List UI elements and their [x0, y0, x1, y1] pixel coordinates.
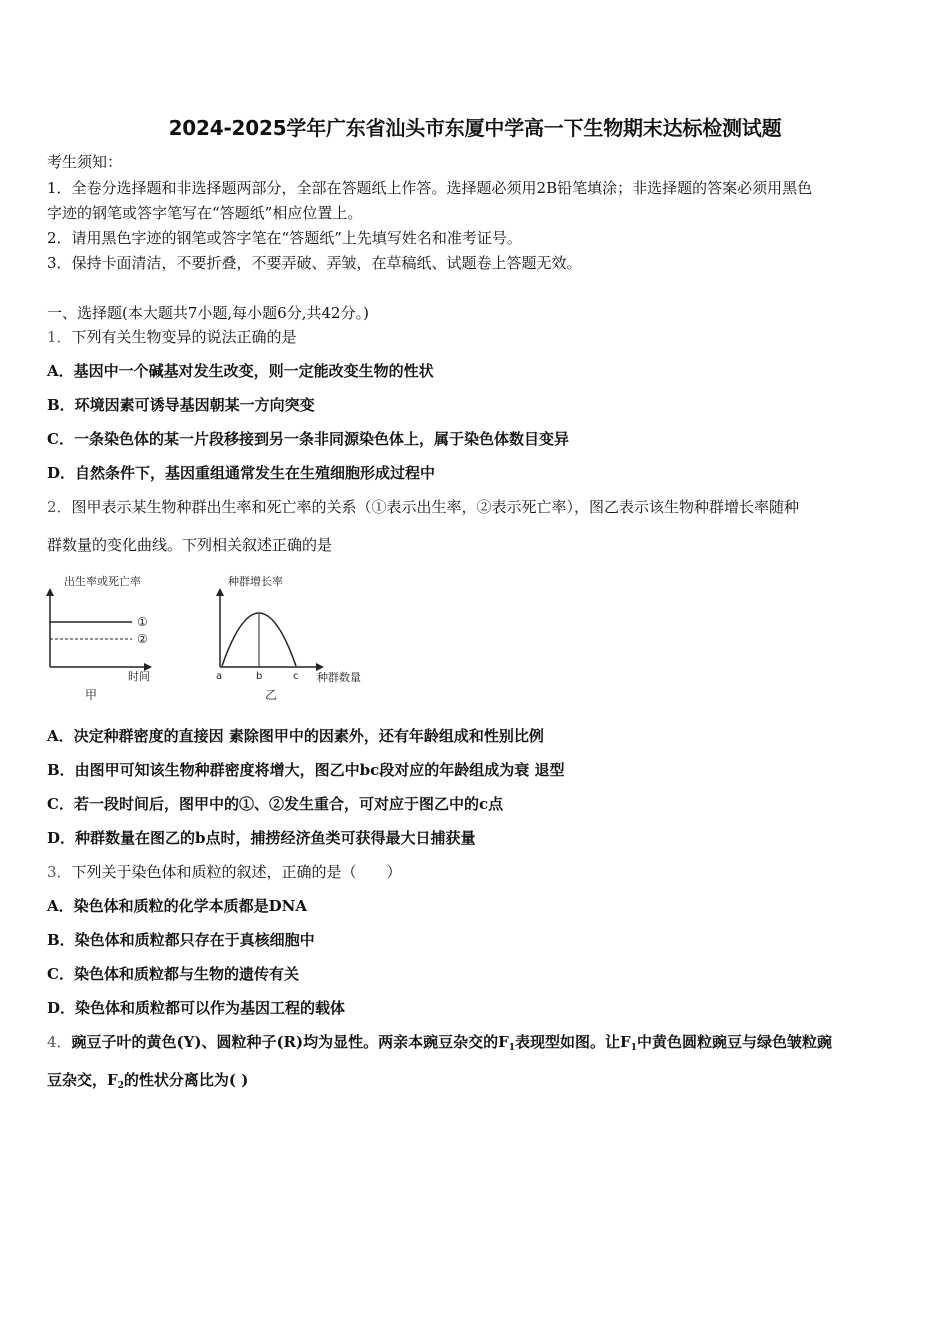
jia-caption: 甲: [85, 688, 98, 702]
page-title: 2024-2025学年广东省汕头市东厦中学高一下生物期末达标检测试题: [168, 116, 782, 140]
question-2-stem-line-1: [47, 497, 799, 517]
yi-point-a: a: [216, 671, 223, 682]
question-1-stem: [47, 327, 297, 347]
question-4-stem-line-1: [47, 1032, 832, 1058]
question-4-sub-2: 1: [630, 1043, 637, 1053]
question-1-option-d: D．自然条件下，基因重组通常发生在生殖细胞形成过程中: [47, 464, 436, 482]
jia-line-1-label: ①: [137, 615, 148, 629]
jia-y-axis-label: 出生率或死亡率: [64, 575, 141, 588]
question-2-option-c: C．若一段时间后，图甲中的①、②发生重合，可对应于图乙中的c点: [47, 795, 504, 813]
yi-y-axis-label: 种群增长率: [228, 575, 283, 588]
population-graphs: [40, 570, 380, 710]
question-1-text: 下列有关生物变异的说法正确的是: [71, 328, 297, 346]
question-4-sub-3: 2: [117, 1081, 124, 1091]
question-2-option-b: B．由图甲可知该生物种群密度将增大，图乙中bc段对应的年龄组成为衰 退型: [47, 761, 565, 779]
jia-line-2-label: ②: [137, 632, 148, 646]
question-4-number: 4．: [47, 1033, 72, 1051]
yi-point-c: c: [293, 671, 299, 682]
yi-x-axis-label: 种群数量: [317, 671, 361, 684]
question-2-text-1: 图甲表示某生物种群出生率和死亡率的关系（①表示出生率，②表示死亡率），图乙表示该生物种群增长率随种: [71, 498, 800, 516]
jia-y-arrow: [46, 588, 54, 596]
question-4-text-1a: 豌豆子叶的黄色(Y)、圆粒种子(R)均为显性。两亲本豌豆杂交的F: [71, 1033, 509, 1051]
question-3-text: 下列关于染色体和质粒的叙述，正确的是（ ）: [71, 863, 402, 881]
question-2-option-d: D．种群数量在图乙的b点时，捕捞经济鱼类可获得最大日捕获量: [47, 829, 476, 847]
question-3-option-c: C．染色体和质粒都与生物的遗传有关: [47, 965, 299, 983]
jia-x-axis-label: 时间: [128, 670, 150, 683]
notice-line-3: 3．保持卡面清洁，不要折叠，不要弄破、弄皱，在草稿纸、试题卷上答题无效。: [47, 254, 582, 272]
question-3-option-d: D．染色体和质粒都可以作为基因工程的载体: [47, 999, 346, 1017]
section-heading: 一、选择题(本大题共7小题,每小题6分,共42分。): [47, 304, 369, 322]
question-4-sub-1: 1: [508, 1043, 516, 1053]
question-4-text-2a: 豆杂交，F: [47, 1071, 118, 1089]
yi-caption: 乙: [265, 688, 278, 702]
notice-line-2: 2．请用黑色字迹的钢笔或答字笔在“答题纸”上先填写姓名和准考证号。: [47, 229, 522, 247]
question-1-number: 1．: [47, 328, 72, 346]
question-4-text-1b: 表现型如图。让F: [515, 1033, 631, 1051]
yi-y-arrow: [216, 588, 224, 596]
question-2-number: 2．: [47, 498, 72, 516]
question-4-stem-line-2: [47, 1070, 248, 1096]
question-2-figure: [40, 570, 380, 710]
notice-line-1b: 字迹的钢笔或答字笔写在“答题纸”相应位置上。: [47, 204, 363, 222]
question-4-text-1c: 中黄色圆粒豌豆与绿色皱粒豌: [636, 1033, 832, 1051]
yi-x-arrow: [316, 663, 324, 671]
notice-line-1a: 1．全卷分选择题和非选择题两部分，全部在答题纸上作答。选择题必须用2B铅笔填涂；非选择题的答案必须用黑色: [47, 179, 813, 197]
question-2-option-a: A．决定种群密度的直接因 素除图甲中的因素外，还有年龄组成和性别比例: [47, 727, 544, 745]
question-1-option-b: B．环境因素可诱导基因朝某一方向突变: [47, 396, 315, 414]
question-4-text-2b: 的性状分离比为( ): [123, 1071, 249, 1089]
question-3-option-a: A．染色体和质粒的化学本质都是DNA: [47, 897, 307, 915]
question-3-number: 3．: [47, 863, 72, 881]
notice-heading: 考生须知：: [47, 153, 123, 171]
question-3-stem: [47, 862, 402, 882]
question-1-option-a: A．基因中一个碱基对发生改变，则一定能改变生物的性状: [47, 362, 434, 380]
question-2-stem-line-2: 群数量的变化曲线。下列相关叙述正确的是: [47, 536, 333, 554]
question-3-option-b: B．染色体和质粒都只存在于真核细胞中: [47, 931, 315, 949]
yi-point-b: b: [256, 671, 263, 682]
question-1-option-c: C．一条染色体的某一片段移接到另一条非同源染色体上，属于染色体数目变异: [47, 430, 569, 448]
